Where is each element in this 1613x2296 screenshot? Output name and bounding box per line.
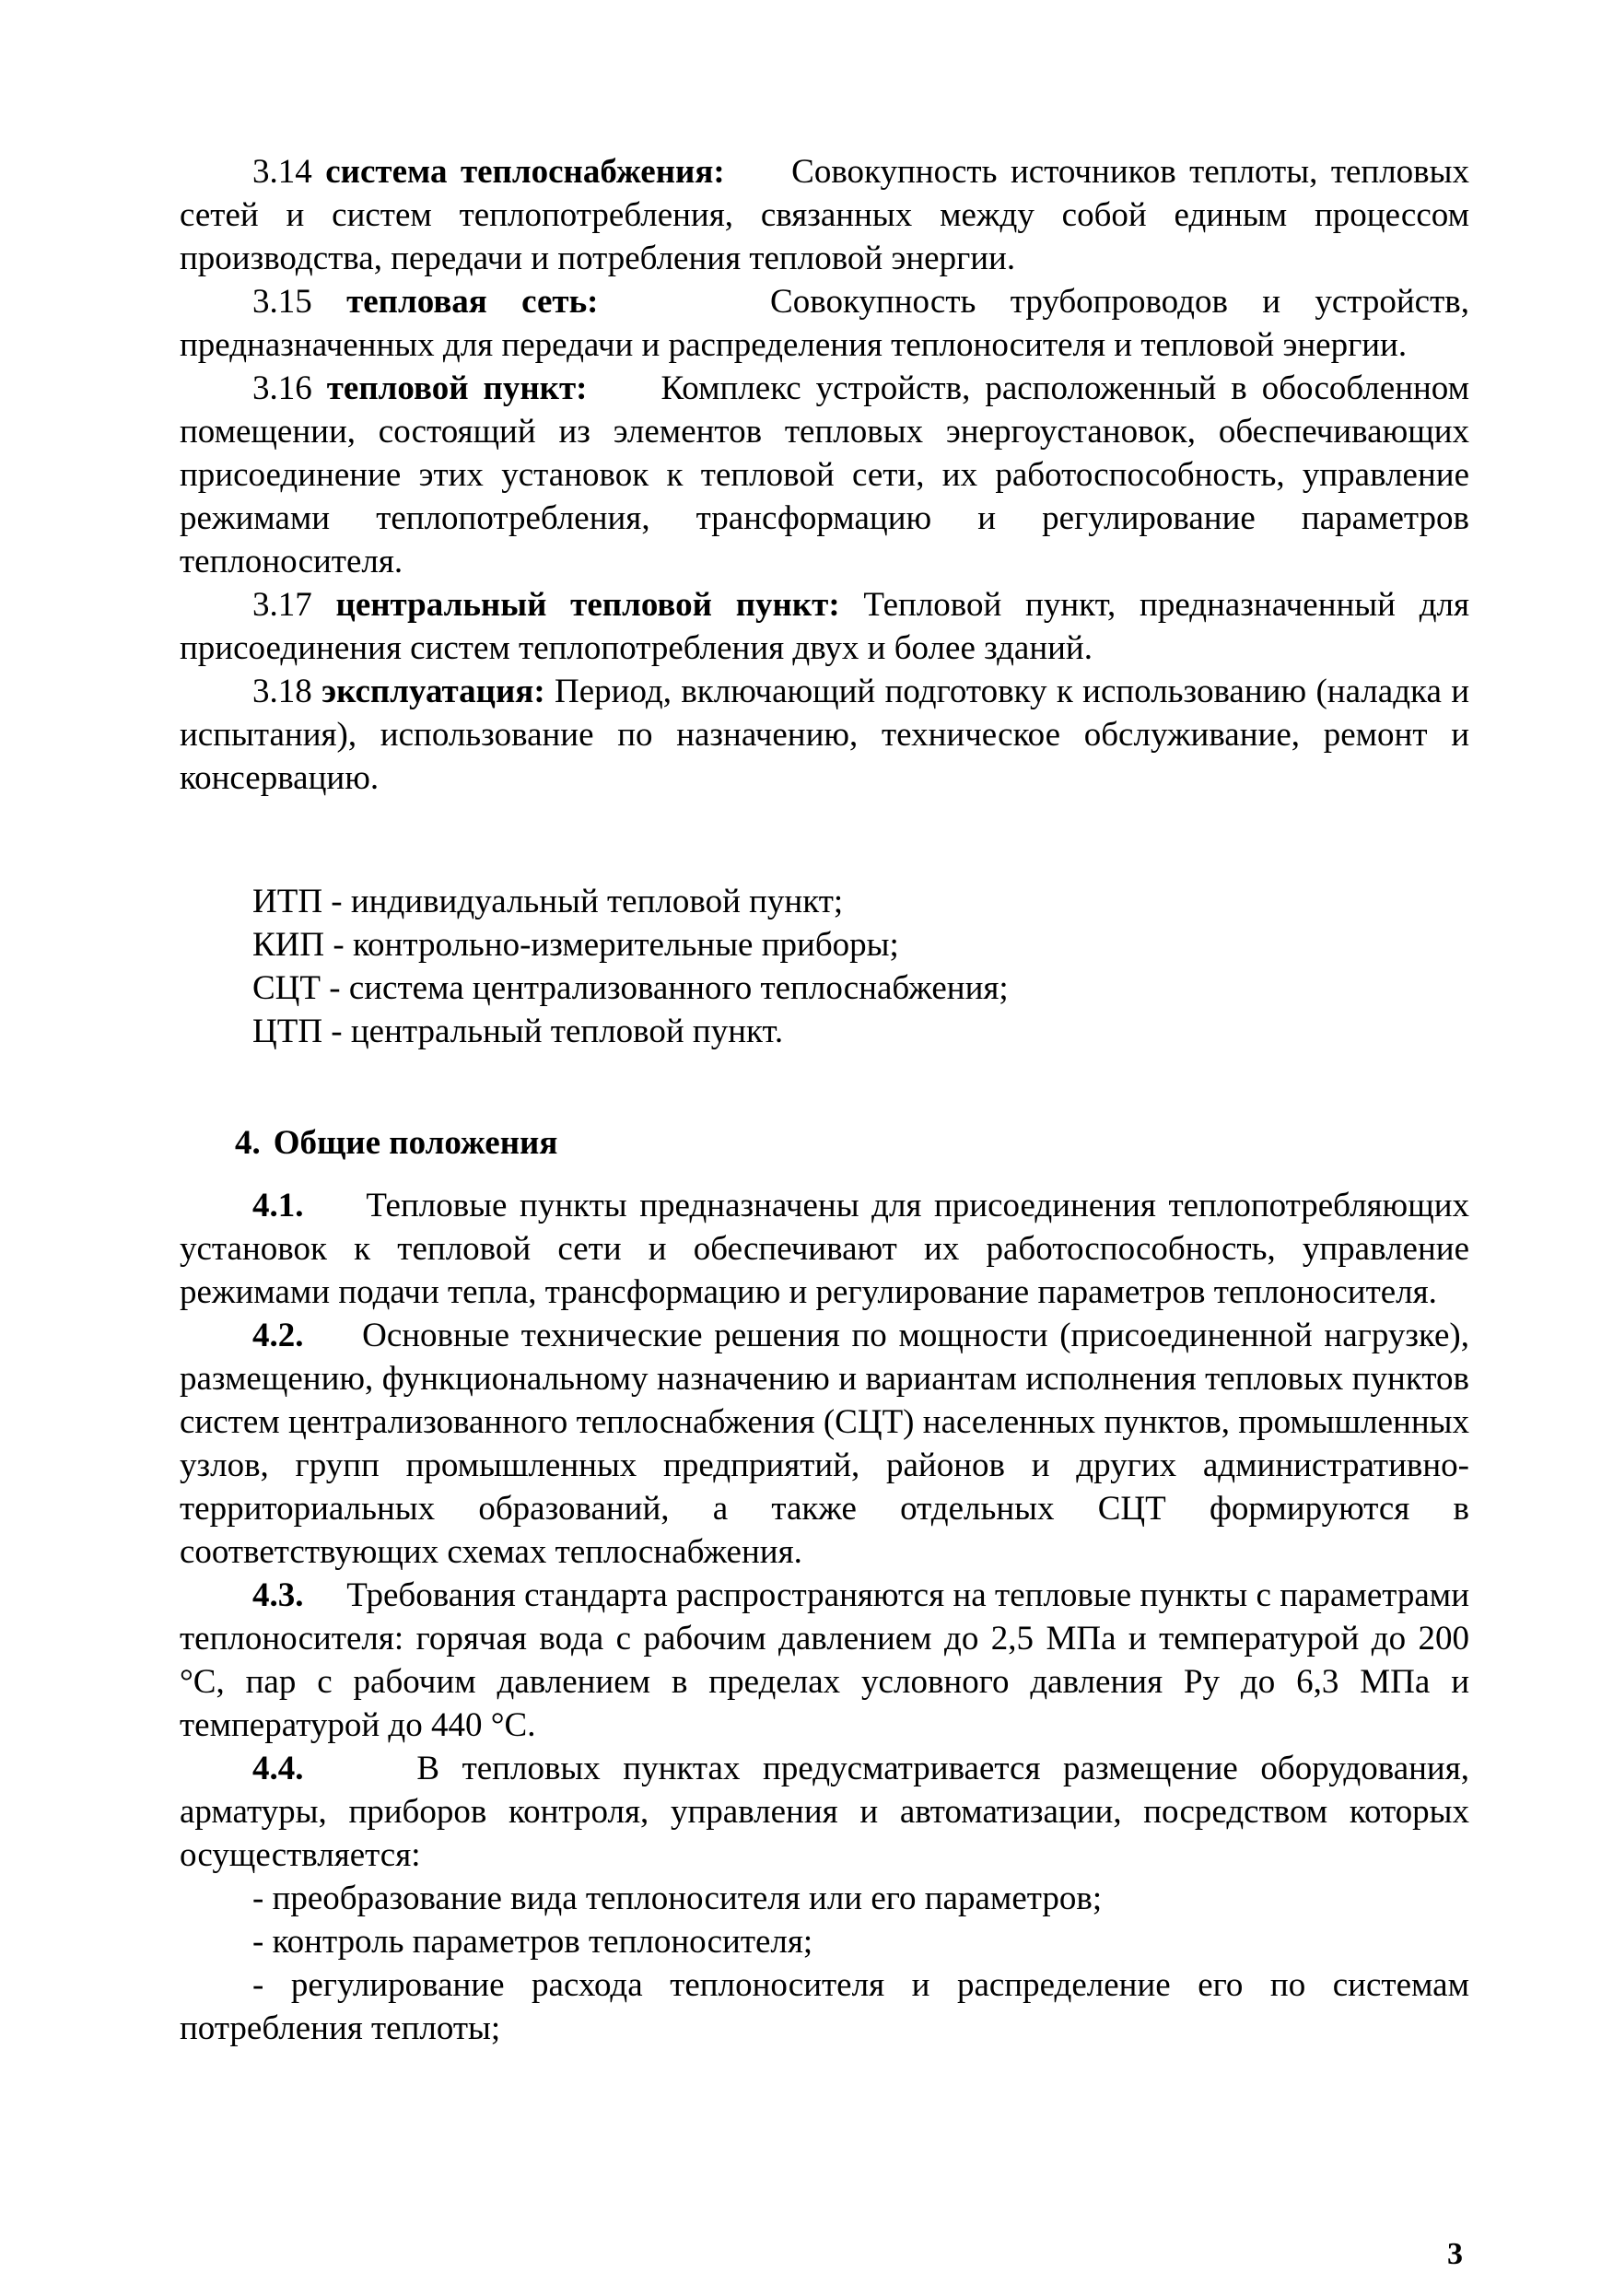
clause-4-3 xyxy=(180,1574,1469,1747)
clause-number: 4.1. xyxy=(252,1187,304,1224)
abbreviation-kip: КИП - контрольно-измерительные приборы; xyxy=(252,926,899,964)
section-title: Общие положения xyxy=(273,1124,558,1162)
clause-text: Основные технические решения по мощности (присоединенной нагрузке), размещению, функциональному назначению и вариантам исполнения тепловых пунктов систем централизованного теплоснабжения (СЦТ) населенных пунктов, промышленных узлов, групп промышленных предприятий, районов и других административно-территориальных образований, а также отдельных СЦТ формируются в соответствующих схемах теплоснабжения. xyxy=(180,1317,1470,1571)
section-heading xyxy=(235,1121,557,1165)
definition-term: тепловая сеть: xyxy=(346,283,599,321)
definition-term: тепловой пункт: xyxy=(326,369,588,407)
page-number: 3 xyxy=(1447,2237,1463,2271)
definition-3-15 xyxy=(180,280,1469,367)
abbreviation-ctp: ЦТП - центральный тепловой пункт. xyxy=(252,1013,784,1050)
definitions-block xyxy=(180,150,1469,800)
definition-3-17 xyxy=(180,583,1469,670)
clause-4-1 xyxy=(180,1184,1469,1314)
abbreviations-block xyxy=(180,880,1469,1053)
definition-text: Период, включающий подготовку к использованию (наладка и испытания), использование по назначению, техническое обслуживание, ремонт и консервацию. xyxy=(180,673,1470,797)
clause-4-4 xyxy=(180,1747,1469,1877)
list-item: - регулирование расхода теплоносителя и распределение его по системам потребления теплоты; xyxy=(180,1966,1469,2047)
clause-number: 4.3. xyxy=(252,1576,304,1614)
definition-term: эксплуатация: xyxy=(321,673,545,710)
definition-3-18 xyxy=(180,670,1469,800)
section-number: 4. xyxy=(235,1124,261,1162)
definition-number: 3.16 xyxy=(252,369,312,407)
definition-3-14 xyxy=(180,150,1469,280)
clause-text: Тепловые пункты предназначены для присоединения теплопотребляющих установок к тепловой сети и обеспечивают их работоспособность, управление режимами подачи тепла, трансформацию и регулирование параметров теплоносителя. xyxy=(180,1187,1469,1311)
definition-text: Комплекс устройств, расположенный в обособленном помещении, состоящий из элементов тепловых энергоустановок, обеспечивающих присоединение этих установок к тепловой сети, их работоспособность, управление режимами теплопотребления, трансформацию и регулирование параметров теплоносителя. xyxy=(180,369,1470,580)
definition-text: Совокупность трубопроводов и устройств, предназначенных для передачи и распределения теплоносителя и тепловой энергии. xyxy=(180,283,1469,364)
list-item: - преобразование вида теплоносителя или его параметров; xyxy=(252,1880,1103,1917)
clause-number: 4.4. xyxy=(252,1750,304,1787)
clause-text: Требования стандарта распространяются на тепловые пункты с параметрами теплоносителя: горячая вода с рабочим давлением до 2,5 МПа и температурой до 200 °С, пар с рабочим давлением в пределах условного давления Ру до 6,3 МПа и температурой до 440 °С. xyxy=(180,1576,1470,1744)
abbreviation-itp: ИТП - индивидуальный тепловой пункт; xyxy=(252,883,844,920)
clauses-block xyxy=(180,1184,1469,2050)
abbreviation-sct: СЦТ - система централизованного теплоснабжения; xyxy=(252,969,1009,1007)
list-item: - контроль параметров теплоносителя; xyxy=(252,1923,813,1961)
definition-term: система теплоснабжения: xyxy=(325,153,725,191)
clause-4-2 xyxy=(180,1314,1469,1574)
definition-number: 3.17 xyxy=(252,586,312,624)
definition-term: центральный тепловой пункт: xyxy=(335,586,840,624)
definition-number: 3.15 xyxy=(252,283,312,321)
definition-text: Тепловой пункт, предназначенный для присоединения систем теплопотребления двух и более зданий. xyxy=(180,586,1470,667)
definition-text: Совокупность источников теплоты, тепловых сетей и систем теплопотребления, связанных между собой единым процессом производства, передачи и потребления тепловой энергии. xyxy=(180,153,1470,277)
clause-number: 4.2. xyxy=(252,1317,304,1354)
clause-text: В тепловых пунктах предусматривается размещение оборудования, арматуры, приборов контроля, управления и автоматизации, посредством которых осуществляется: xyxy=(180,1750,1469,1874)
definition-number: 3.14 xyxy=(252,153,312,191)
definition-number: 3.18 xyxy=(252,673,312,710)
definition-3-16 xyxy=(180,367,1469,583)
